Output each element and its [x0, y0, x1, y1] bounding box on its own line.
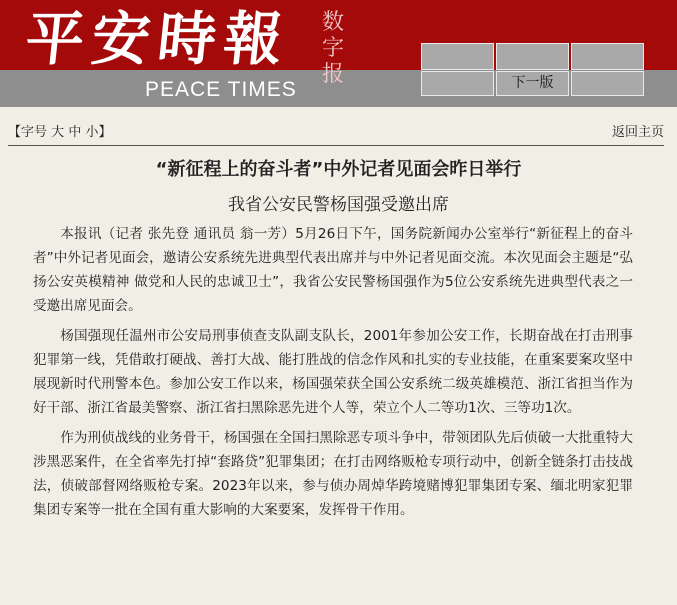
font-size-medium-button[interactable]: 中	[68, 125, 82, 140]
return-home-link[interactable]: 返回主页	[611, 125, 664, 140]
article-title: “新征程上的奋斗者”中外记者见面会昨日举行	[155, 159, 522, 180]
newspaper-logo[interactable]: 平安時報	[22, 5, 294, 73]
article-subtitle: 我省公安民警杨国强受邀出席	[228, 195, 449, 215]
nav-button-2[interactable]	[496, 43, 569, 70]
font-size-control	[8, 121, 112, 140]
newspaper-logo-english: PEACE TIMES	[145, 78, 297, 101]
nav-button-6[interactable]	[571, 71, 644, 96]
font-size-label-close: 】	[98, 125, 112, 140]
article-body	[33, 222, 633, 522]
article-paragraph: 作为刑侦战线的业务骨干，杨国强在全国扫黑除恶专项斗争中，带领团队先后侦破一大批重特大涉黑恶案件，在全省率先打掉“套路贷”犯罪集团；在打击网络贩枪专项行动中，创新全链条打击技战法，侦破部督网络贩枪专案。2023年以来，参与侦办周焯华跨境赌博犯罪集团专案、缅北明家犯罪集团专案等一批在全国有重大影响的大案要案，发挥骨干作用。	[33, 430, 633, 518]
nav-button-3[interactable]	[571, 43, 644, 70]
font-size-small-button[interactable]: 小	[85, 125, 99, 140]
nav-button-1[interactable]	[421, 43, 494, 70]
masthead	[0, 0, 677, 107]
article-paragraph: 杨国强现任温州市公安局刑事侦查支队副支队长，2001年参加公安工作，长期奋战在打击刑事犯罪第一线，凭借敢打硬战、善打大战、能打胜战的信念作风和扎实的专业技能，在重案要案攻坚中展现新时代刑警本色。参加公安工作以来，杨国强荣获全国公安系统二级英雄模范、浙江省担当作为好干部、浙江省最美警察、浙江省扫黑除恶先进个人等，荣立个人二等功1次、三等功1次。	[33, 328, 633, 416]
next-page-button[interactable]: 下一版	[496, 71, 569, 96]
article-toolbar	[0, 107, 677, 149]
font-size-label: 【字号	[8, 125, 48, 140]
article-paragraph: 本报讯（记者 张先登 通讯员 翁一芳）5月26日下午，国务院新闻办公室举行“新征程上的奋斗者”中外记者见面会，邀请公安系统先进典型代表出席并与中外记者见面交流。本次见面会主题是“弘扬公安英模精神 做党和人民的忠诚卫士”，我省公安民警杨国强作为5位公安系统先进典型代表之一受邀出席见面会。	[33, 226, 633, 314]
nav-button-4[interactable]	[421, 71, 494, 96]
digital-edition-label: 数字报	[321, 10, 344, 87]
font-size-large-button[interactable]: 大	[51, 125, 65, 140]
divider	[8, 145, 664, 146]
